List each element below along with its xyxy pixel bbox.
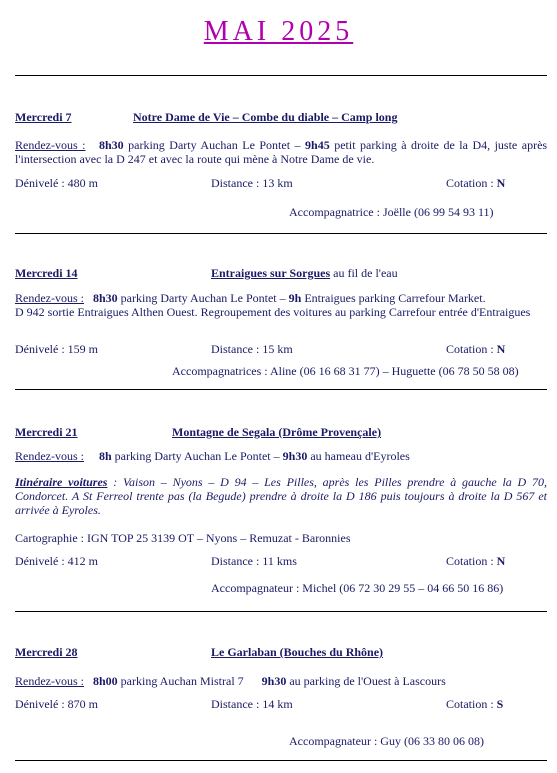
- map-reference: Cartographie : IGN TOP 25 3139 OT – Nyons – Remuzat - Baronnies: [15, 531, 351, 545]
- difficulty-rating: [446, 554, 505, 569]
- rendezvous-time: 9h30: [261, 674, 287, 688]
- rendezvous-directions: D 942 sortie Entraigues Althen Ouest. Regroupement des voitures au parking Carrefour entrée d'Entraigues: [15, 305, 531, 319]
- difficulty-label: Cotation :: [446, 697, 494, 711]
- divider: [15, 611, 547, 612]
- difficulty-rating: [446, 342, 505, 357]
- rendezvous-time: 8h00: [92, 674, 118, 688]
- rendezvous-time: 9h30: [282, 449, 308, 463]
- distance: Distance : 15 km: [211, 342, 293, 356]
- distance: Distance : 13 km: [211, 176, 293, 190]
- outing-day: Mercredi 21: [15, 425, 78, 439]
- distance: Distance : 11 kms: [211, 554, 297, 568]
- rendezvous-place: parking Auchan Mistral 7: [120, 674, 244, 688]
- outing-place: Montagne de Segala (Drôme Provençale): [172, 425, 382, 439]
- elevation-gain: Dénivelé : 480 m: [15, 176, 98, 190]
- rendezvous-time: 9h45: [305, 138, 330, 152]
- rendezvous-text: [15, 674, 446, 689]
- outing-place-suffix: au fil de l'eau: [333, 266, 398, 280]
- divider: [15, 233, 547, 234]
- outing-place-line: [211, 266, 398, 281]
- rendezvous-text: [15, 449, 410, 464]
- itinerary-text: : Vaison – Nyons – D 94 – Les Pilles, après les Pilles prendre à gauche la D 70, Condorcet. A St Ferreol trente pas (la Begude) prendre à droite la D 186 puis toujours à droite la D 567 et arrivée à Eyroles.: [15, 475, 547, 517]
- difficulty-value: N: [496, 342, 506, 356]
- rendezvous-place: parking Darty Auchan Le Pontet –: [120, 291, 286, 305]
- difficulty-rating: [446, 697, 503, 712]
- elevation-gain: Dénivelé : 870 m: [15, 697, 98, 711]
- guide-contact: Accompagnatrice : Joëlle (06 99 54 93 11): [289, 205, 494, 219]
- distance: Distance : 14 km: [211, 697, 293, 711]
- rendezvous-time: 8h30: [92, 291, 118, 305]
- difficulty-value: N: [496, 176, 506, 190]
- guide-contact: Accompagnateur : Michel (06 72 30 29 55 – 04 66 50 16 86): [211, 581, 504, 595]
- rendezvous-label: Rendez-vous :: [15, 291, 84, 305]
- rendezvous-text: [15, 291, 547, 305]
- rendezvous-time: 8h: [98, 449, 112, 463]
- rendezvous-label: Rendez-vous :: [15, 449, 84, 463]
- divider: [15, 760, 547, 761]
- page-title: MAI 2025: [203, 16, 354, 47]
- outing-day: Mercredi 14: [15, 266, 78, 280]
- outing-place: Notre Dame de Vie – Combe du diable – Camp long: [133, 110, 398, 124]
- rendezvous-label: Rendez-vous :: [15, 138, 86, 152]
- itinerary-label: Itinéraire voitures: [15, 475, 108, 489]
- rendezvous-text: [15, 138, 547, 166]
- rendezvous-place: au hameau d'Eyroles: [310, 449, 410, 463]
- rendezvous-label: Rendez-vous :: [15, 674, 84, 688]
- divider: [15, 75, 547, 76]
- rendezvous-place: Entraigues parking Carrefour Market.: [304, 291, 486, 305]
- guide-contact: Accompagnateur : Guy (06 33 80 06 08): [289, 734, 484, 748]
- driving-directions: [15, 475, 547, 517]
- difficulty-value: N: [496, 554, 506, 568]
- rendezvous-time: 8h30: [98, 138, 124, 152]
- difficulty-value: S: [496, 697, 504, 711]
- difficulty-label: Cotation :: [446, 176, 494, 190]
- rendezvous-time: 9h: [288, 291, 302, 305]
- elevation-gain: Dénivelé : 412 m: [15, 554, 98, 568]
- difficulty-rating: [446, 176, 505, 191]
- elevation-gain: Dénivelé : 159 m: [15, 342, 98, 356]
- outing-place: Entraigues sur Sorgues: [211, 266, 331, 280]
- outing-day: Mercredi 7: [15, 110, 72, 124]
- divider: [15, 389, 547, 390]
- rendezvous-place: parking Darty Auchan Le Pontet –: [114, 449, 280, 463]
- rendezvous-place: petit parking à droite de la D4, juste après l'intersection avec la D 247 et avec la route qui mène à Notre Dame de vie.: [15, 138, 548, 166]
- rendezvous-place: parking Darty Auchan Le Pontet –: [128, 138, 301, 152]
- outing-day: Mercredi 28: [15, 645, 78, 659]
- outing-place: Le Garlaban (Bouches du Rhône): [211, 645, 384, 659]
- difficulty-label: Cotation :: [446, 554, 494, 568]
- difficulty-label: Cotation :: [446, 342, 494, 356]
- guide-contact: Accompagnatrices : Aline (06 16 68 31 77) – Huguette (06 78 50 58 08): [172, 364, 519, 378]
- rendezvous-place: au parking de l'Ouest à Lascours: [289, 674, 446, 688]
